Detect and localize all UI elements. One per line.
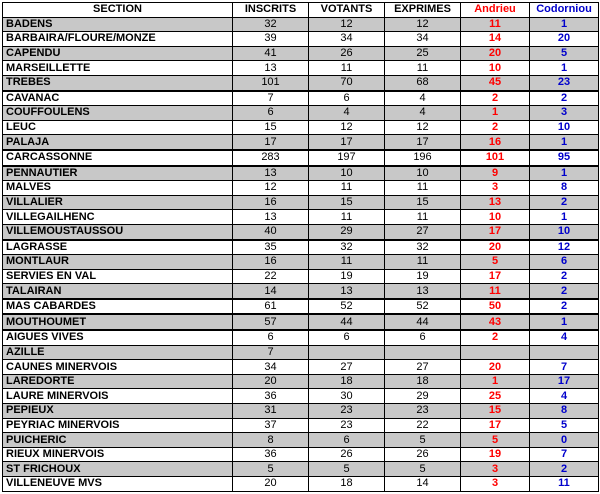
cell-codorniou: 95 (530, 150, 599, 166)
cell-exprimes: 44 (385, 314, 461, 330)
table-row (3, 433, 599, 448)
cell-exprimes: 11 (385, 61, 461, 76)
cell-codorniou (530, 345, 599, 360)
cell-andrieu: 2 (461, 91, 530, 106)
cell-votants: 11 (309, 61, 385, 76)
cell-votants: 23 (309, 404, 385, 419)
header-row (3, 3, 599, 18)
cell-andrieu: 13 (461, 195, 530, 210)
cell-votants: 12 (309, 120, 385, 135)
cell-inscrits: 101 (233, 75, 309, 90)
table-row (3, 166, 599, 181)
cell-section: MALVES (3, 181, 233, 196)
cell-votants: 15 (309, 195, 385, 210)
table-row (3, 150, 599, 166)
cell-exprimes: 34 (385, 32, 461, 47)
cell-section: PALAJA (3, 135, 233, 150)
cell-votants: 44 (309, 314, 385, 330)
cell-codorniou: 7 (530, 447, 599, 462)
cell-inscrits: 7 (233, 345, 309, 360)
cell-inscrits: 13 (233, 61, 309, 76)
cell-inscrits: 40 (233, 224, 309, 239)
cell-codorniou: 1 (530, 314, 599, 330)
cell-section: BADENS (3, 17, 233, 32)
cell-section: CAVANAC (3, 91, 233, 106)
cell-andrieu: 10 (461, 61, 530, 76)
cell-codorniou: 12 (530, 240, 599, 255)
cell-inscrits: 14 (233, 284, 309, 299)
cell-section: COUFFOULENS (3, 106, 233, 121)
cell-inscrits: 13 (233, 210, 309, 225)
cell-exprimes: 18 (385, 374, 461, 389)
cell-codorniou: 2 (530, 91, 599, 106)
cell-exprimes: 52 (385, 299, 461, 315)
cell-codorniou: 1 (530, 135, 599, 150)
table-row (3, 404, 599, 419)
header-andrieu: Andrieu (461, 3, 530, 18)
table-row (3, 447, 599, 462)
cell-andrieu: 20 (461, 46, 530, 61)
table-row (3, 269, 599, 284)
cell-andrieu: 16 (461, 135, 530, 150)
cell-exprimes: 27 (385, 224, 461, 239)
cell-section: PEPIEUX (3, 404, 233, 419)
cell-section: SERVIES EN VAL (3, 269, 233, 284)
cell-andrieu: 19 (461, 447, 530, 462)
results-table (2, 2, 599, 492)
cell-codorniou: 10 (530, 224, 599, 239)
cell-section: VILLENEUVE MVS (3, 477, 233, 492)
cell-section: LEUC (3, 120, 233, 135)
cell-votants: 10 (309, 166, 385, 181)
cell-exprimes: 68 (385, 75, 461, 90)
cell-votants: 52 (309, 299, 385, 315)
header-codorniou: Codorniou (530, 3, 599, 18)
cell-exprimes: 6 (385, 330, 461, 345)
cell-exprimes: 12 (385, 17, 461, 32)
cell-exprimes (385, 345, 461, 360)
cell-exprimes: 19 (385, 269, 461, 284)
cell-codorniou: 3 (530, 106, 599, 121)
cell-votants: 18 (309, 374, 385, 389)
cell-andrieu: 2 (461, 120, 530, 135)
cell-andrieu: 45 (461, 75, 530, 90)
cell-section: PENNAUTIER (3, 166, 233, 181)
cell-andrieu: 17 (461, 269, 530, 284)
cell-codorniou: 23 (530, 75, 599, 90)
cell-inscrits: 35 (233, 240, 309, 255)
table-row (3, 224, 599, 239)
cell-exprimes: 196 (385, 150, 461, 166)
cell-section: LAURE MINERVOIS (3, 389, 233, 404)
cell-votants (309, 345, 385, 360)
cell-inscrits: 57 (233, 314, 309, 330)
cell-votants: 29 (309, 224, 385, 239)
cell-exprimes: 14 (385, 477, 461, 492)
cell-section: TREBES (3, 75, 233, 90)
cell-exprimes: 25 (385, 46, 461, 61)
cell-section: ST FRICHOUX (3, 462, 233, 477)
table-row (3, 374, 599, 389)
cell-votants: 23 (309, 418, 385, 433)
cell-section: CARCASSONNE (3, 150, 233, 166)
table-row (3, 135, 599, 150)
cell-section: BARBAIRA/FLOURE/MONZE (3, 32, 233, 47)
cell-inscrits: 6 (233, 106, 309, 121)
cell-codorniou: 7 (530, 360, 599, 375)
table-row (3, 195, 599, 210)
cell-exprimes: 4 (385, 106, 461, 121)
header-inscrits: INSCRITS (233, 3, 309, 18)
cell-inscrits: 41 (233, 46, 309, 61)
cell-votants: 19 (309, 269, 385, 284)
table-row (3, 210, 599, 225)
table-row (3, 106, 599, 121)
table-row (3, 299, 599, 315)
cell-exprimes: 32 (385, 240, 461, 255)
cell-votants: 70 (309, 75, 385, 90)
cell-exprimes: 10 (385, 166, 461, 181)
cell-codorniou: 2 (530, 299, 599, 315)
cell-inscrits: 16 (233, 255, 309, 270)
cell-codorniou: 2 (530, 462, 599, 477)
cell-inscrits: 15 (233, 120, 309, 135)
cell-exprimes: 23 (385, 404, 461, 419)
cell-andrieu: 2 (461, 330, 530, 345)
table-row (3, 477, 599, 492)
table-row (3, 120, 599, 135)
cell-exprimes: 4 (385, 91, 461, 106)
cell-andrieu: 3 (461, 477, 530, 492)
cell-section: CAPENDU (3, 46, 233, 61)
cell-inscrits: 32 (233, 17, 309, 32)
cell-inscrits: 12 (233, 181, 309, 196)
cell-inscrits: 39 (233, 32, 309, 47)
cell-inscrits: 20 (233, 374, 309, 389)
cell-inscrits: 20 (233, 477, 309, 492)
cell-andrieu: 17 (461, 224, 530, 239)
cell-andrieu: 1 (461, 106, 530, 121)
cell-section: AZILLE (3, 345, 233, 360)
cell-andrieu: 15 (461, 404, 530, 419)
table-row (3, 46, 599, 61)
cell-codorniou: 2 (530, 269, 599, 284)
cell-votants: 18 (309, 477, 385, 492)
cell-votants: 197 (309, 150, 385, 166)
cell-codorniou: 4 (530, 389, 599, 404)
table-body (3, 17, 599, 491)
cell-codorniou: 1 (530, 61, 599, 76)
cell-andrieu: 43 (461, 314, 530, 330)
cell-codorniou: 2 (530, 195, 599, 210)
cell-exprimes: 12 (385, 120, 461, 135)
cell-andrieu: 14 (461, 32, 530, 47)
cell-andrieu: 9 (461, 166, 530, 181)
cell-codorniou: 20 (530, 32, 599, 47)
cell-andrieu: 25 (461, 389, 530, 404)
cell-section: PUICHERIC (3, 433, 233, 448)
cell-andrieu: 20 (461, 360, 530, 375)
cell-andrieu: 5 (461, 433, 530, 448)
cell-section: MAS CABARDES (3, 299, 233, 315)
table-row (3, 91, 599, 106)
cell-section: MONTLAUR (3, 255, 233, 270)
cell-votants: 5 (309, 462, 385, 477)
cell-votants: 6 (309, 330, 385, 345)
cell-votants: 11 (309, 255, 385, 270)
cell-exprimes: 15 (385, 195, 461, 210)
cell-codorniou: 5 (530, 418, 599, 433)
cell-codorniou: 10 (530, 120, 599, 135)
cell-andrieu: 20 (461, 240, 530, 255)
cell-codorniou: 8 (530, 181, 599, 196)
cell-codorniou: 8 (530, 404, 599, 419)
cell-exprimes: 11 (385, 181, 461, 196)
cell-section: VILLALIER (3, 195, 233, 210)
cell-inscrits: 6 (233, 330, 309, 345)
table-row (3, 360, 599, 375)
cell-section: MOUTHOUMET (3, 314, 233, 330)
table-row (3, 75, 599, 90)
cell-section: LAGRASSE (3, 240, 233, 255)
cell-section: LAREDORTE (3, 374, 233, 389)
cell-inscrits: 13 (233, 166, 309, 181)
cell-codorniou: 0 (530, 433, 599, 448)
cell-andrieu: 17 (461, 418, 530, 433)
cell-votants: 12 (309, 17, 385, 32)
cell-andrieu: 50 (461, 299, 530, 315)
cell-section: RIEUX MINERVOIS (3, 447, 233, 462)
cell-votants: 27 (309, 360, 385, 375)
table-row (3, 17, 599, 32)
table-row (3, 284, 599, 299)
header-section: SECTION (3, 3, 233, 18)
cell-exprimes: 17 (385, 135, 461, 150)
cell-codorniou: 4 (530, 330, 599, 345)
cell-exprimes: 26 (385, 447, 461, 462)
cell-exprimes: 5 (385, 433, 461, 448)
cell-votants: 34 (309, 32, 385, 47)
cell-inscrits: 5 (233, 462, 309, 477)
cell-inscrits: 61 (233, 299, 309, 315)
table-row (3, 61, 599, 76)
cell-section: CAUNES MINERVOIS (3, 360, 233, 375)
cell-votants: 11 (309, 181, 385, 196)
cell-votants: 6 (309, 433, 385, 448)
cell-votants: 32 (309, 240, 385, 255)
cell-section: VILLEGAILHENC (3, 210, 233, 225)
table-row (3, 32, 599, 47)
table-row (3, 462, 599, 477)
table-row (3, 314, 599, 330)
cell-andrieu: 101 (461, 150, 530, 166)
cell-andrieu: 10 (461, 210, 530, 225)
cell-votants: 26 (309, 447, 385, 462)
cell-votants: 4 (309, 106, 385, 121)
cell-votants: 11 (309, 210, 385, 225)
cell-votants: 6 (309, 91, 385, 106)
cell-inscrits: 31 (233, 404, 309, 419)
cell-inscrits: 37 (233, 418, 309, 433)
cell-exprimes: 22 (385, 418, 461, 433)
cell-votants: 17 (309, 135, 385, 150)
cell-votants: 13 (309, 284, 385, 299)
cell-inscrits: 8 (233, 433, 309, 448)
cell-andrieu: 3 (461, 462, 530, 477)
cell-andrieu: 5 (461, 255, 530, 270)
table-row (3, 389, 599, 404)
cell-exprimes: 11 (385, 255, 461, 270)
cell-codorniou: 1 (530, 17, 599, 32)
cell-section: AIGUES VIVES (3, 330, 233, 345)
table-row (3, 255, 599, 270)
header-votants: VOTANTS (309, 3, 385, 18)
cell-inscrits: 16 (233, 195, 309, 210)
cell-codorniou: 11 (530, 477, 599, 492)
cell-section: VILLEMOUSTAUSSOU (3, 224, 233, 239)
cell-andrieu: 11 (461, 17, 530, 32)
cell-section: MARSEILLETTE (3, 61, 233, 76)
cell-inscrits: 36 (233, 447, 309, 462)
cell-inscrits: 17 (233, 135, 309, 150)
cell-codorniou: 1 (530, 166, 599, 181)
table-row (3, 345, 599, 360)
cell-codorniou: 6 (530, 255, 599, 270)
cell-inscrits: 283 (233, 150, 309, 166)
cell-section: PEYRIAC MINERVOIS (3, 418, 233, 433)
cell-exprimes: 11 (385, 210, 461, 225)
table-row (3, 330, 599, 345)
cell-exprimes: 27 (385, 360, 461, 375)
cell-andrieu (461, 345, 530, 360)
cell-andrieu: 3 (461, 181, 530, 196)
cell-andrieu: 11 (461, 284, 530, 299)
cell-inscrits: 7 (233, 91, 309, 106)
cell-exprimes: 13 (385, 284, 461, 299)
cell-inscrits: 22 (233, 269, 309, 284)
cell-inscrits: 36 (233, 389, 309, 404)
table-row (3, 418, 599, 433)
cell-codorniou: 5 (530, 46, 599, 61)
cell-exprimes: 5 (385, 462, 461, 477)
cell-section: TALAIRAN (3, 284, 233, 299)
table-row (3, 240, 599, 255)
cell-codorniou: 2 (530, 284, 599, 299)
table-row (3, 181, 599, 196)
cell-inscrits: 34 (233, 360, 309, 375)
header-exprimes: EXPRIMES (385, 3, 461, 18)
cell-andrieu: 1 (461, 374, 530, 389)
cell-votants: 30 (309, 389, 385, 404)
cell-codorniou: 1 (530, 210, 599, 225)
cell-exprimes: 29 (385, 389, 461, 404)
cell-codorniou: 17 (530, 374, 599, 389)
cell-votants: 26 (309, 46, 385, 61)
